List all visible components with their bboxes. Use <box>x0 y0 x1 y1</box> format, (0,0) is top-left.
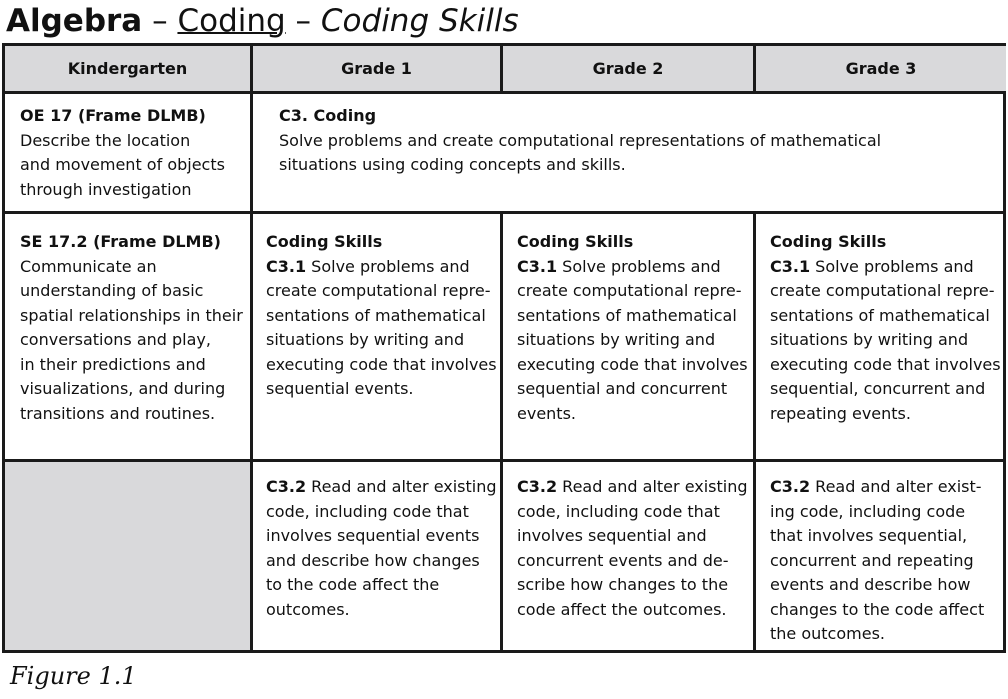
expectation-code: C3. Coding <box>279 106 377 125</box>
text-line: involves sequential events <box>266 526 480 545</box>
text-line: conversations and play, <box>20 330 211 349</box>
text-line: create computational repre- <box>770 281 995 300</box>
expectation-code: C3.2 <box>770 477 811 496</box>
title-sub: Coding <box>177 3 286 39</box>
text-line: situations using coding concepts and skills. <box>279 155 626 174</box>
title-separator: – <box>142 3 178 39</box>
cell-grade-1-c3-1 <box>253 214 500 459</box>
text-line: changes to the code affect <box>770 599 985 619</box>
text-line <box>517 475 753 500</box>
header-kindergarten: Kindergarten <box>5 46 250 91</box>
text-line: Describe the location <box>20 130 191 150</box>
text-line: transitions and routines. <box>20 403 216 423</box>
text-line: events. <box>517 403 576 423</box>
text-line: sequential events. <box>266 379 414 398</box>
table-rule <box>500 211 503 650</box>
cell-kindergarten-oe17 <box>5 94 250 211</box>
curriculum-table <box>2 43 1006 653</box>
expectation-code: C3.1 <box>266 256 307 276</box>
text-fragment: Read and alter existing <box>306 477 497 496</box>
table-rule <box>5 459 1006 462</box>
text-line: sequential, concurrent and <box>770 379 986 398</box>
text-line: code, including code that <box>517 501 720 521</box>
expectation-code: C3.2 <box>266 477 307 496</box>
header-grade-2: Grade 2 <box>503 46 753 91</box>
text-line: executing code that involves <box>266 354 497 374</box>
section-heading: Coding Skills <box>517 232 634 251</box>
expectation-code: OE 17 (Frame DLMB) <box>20 106 206 125</box>
table-rule <box>5 91 1006 94</box>
cell-grade-2-c3-1 <box>503 214 753 459</box>
text-line: spatial relationships in their <box>20 305 243 325</box>
cell-grade-2-c3-2 <box>503 462 753 650</box>
text-line: ing code, including code <box>770 501 966 521</box>
table-rule <box>250 46 253 650</box>
expectation-code: C3.1 <box>770 256 811 276</box>
text-line: understanding of basic <box>20 281 204 300</box>
text-line: and describe how changes <box>266 550 480 570</box>
section-heading: Coding Skills <box>770 232 887 251</box>
cell-grades-c3-coding <box>253 94 1006 211</box>
expectation-code: C3.2 <box>517 477 558 496</box>
text-line <box>266 475 500 500</box>
text-fragment: Solve problems and <box>306 256 470 276</box>
text-line: sentations of mathematical <box>266 305 486 325</box>
text-line: to the code affect the <box>266 575 440 594</box>
text-line: Solve problems and create computational representations of mathematical <box>279 130 882 150</box>
page-title <box>6 0 519 42</box>
text-line: create computational repre- <box>517 281 742 300</box>
text-line: code, including code that <box>266 501 469 521</box>
title-emphasis: Coding Skills <box>320 3 519 39</box>
text-line: in their predictions and <box>20 354 206 374</box>
text-line: sentations of mathematical <box>517 305 737 325</box>
cell-kindergarten-empty <box>5 462 250 650</box>
text-fragment: Solve problems and <box>810 256 974 276</box>
cell-kindergarten-se17-2 <box>5 214 250 459</box>
text-line: sentations of mathematical <box>770 305 990 325</box>
cell-grade-3-c3-2 <box>756 462 1006 650</box>
text-line: situations by writing and <box>517 330 716 349</box>
table-rule <box>753 211 756 650</box>
expectation-code: C3.1 <box>517 256 558 276</box>
text-line: code affect the outcomes. <box>517 599 727 619</box>
text-fragment: Solve problems and <box>557 256 721 276</box>
table-rule <box>753 46 756 94</box>
text-line <box>770 475 1006 500</box>
text-line: through investigation <box>20 179 192 199</box>
figure-caption: Figure 1.1 <box>10 662 137 690</box>
table-rule <box>500 46 503 94</box>
cell-grade-3-c3-1 <box>756 214 1006 459</box>
text-line: Communicate an <box>20 256 157 276</box>
text-line <box>266 255 500 280</box>
text-line: situations by writing and <box>266 330 465 349</box>
header-grade-3: Grade 3 <box>756 46 1006 91</box>
text-line: outcomes. <box>266 599 350 619</box>
text-line <box>770 255 1006 280</box>
section-heading: Coding Skills <box>266 232 383 251</box>
text-line: the outcomes. <box>770 624 885 643</box>
table-rule <box>5 211 1006 214</box>
title-separator: – <box>285 3 321 39</box>
text-line: and movement of objects <box>20 155 225 174</box>
text-fragment: Read and alter exist- <box>810 477 982 496</box>
text-line: scribe how changes to the <box>517 575 729 594</box>
text-line <box>517 255 753 280</box>
text-line: that involves sequential, <box>770 526 968 545</box>
text-line: visualizations, and during <box>20 379 226 398</box>
expectation-code: SE 17.2 (Frame DLMB) <box>20 232 221 251</box>
title-main: Algebra <box>6 3 143 39</box>
text-line: repeating events. <box>770 403 911 423</box>
text-line: executing code that involves <box>517 354 748 374</box>
text-line: sequential and concurrent <box>517 379 728 398</box>
header-grade-1: Grade 1 <box>253 46 500 91</box>
text-line: events and describe how <box>770 575 971 594</box>
text-line: concurrent and repeating <box>770 550 974 570</box>
text-line: situations by writing and <box>770 330 969 349</box>
text-line: involves sequential and <box>517 526 707 545</box>
cell-grade-1-c3-2 <box>253 462 500 650</box>
text-line: create computational repre- <box>266 281 491 300</box>
text-fragment: Read and alter existing <box>557 477 748 496</box>
text-line: executing code that involves <box>770 354 1001 374</box>
text-line: concurrent events and de- <box>517 550 729 570</box>
